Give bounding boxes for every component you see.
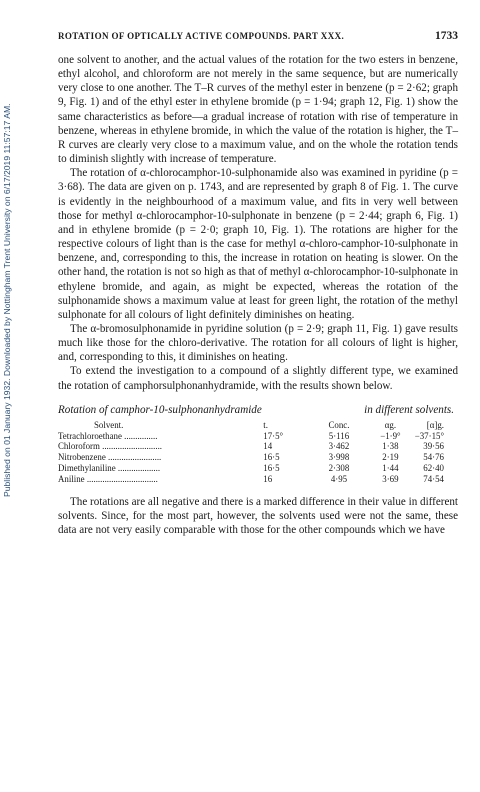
cell-concentration: 3·998 [328, 452, 350, 463]
cell-solvent: Dimethylaniline ................... [58, 462, 161, 473]
page-number: 1733 [435, 30, 458, 42]
cell-specific-rotation: 74·54 [423, 473, 444, 484]
cell-alpha: −1·9° [380, 430, 401, 441]
cell-solvent: Nitrobenzene ........................ [58, 452, 162, 463]
header-concentration: Conc. [328, 419, 350, 430]
download-watermark: Published on 01 January 1932. Downloaded by Nottingham Trent University on 6/17/2019 11:57:17 AM. [2, 103, 12, 497]
table-header-row [58, 420, 458, 431]
cell-specific-rotation: 39·56 [423, 441, 444, 452]
journal-page [58, 30, 458, 537]
cell-concentration: 3·462 [328, 441, 350, 452]
header-specific-rotation: [α]g. [426, 419, 444, 430]
cell-concentration: 2·308 [328, 462, 350, 473]
header-alpha: αg. [384, 419, 397, 430]
paragraph-3: The α-bromosulphonamide in pyridine solution (p = 2·9; graph 11, Fig. 1) gave results much like those for the chloro-derivative. The rotation for all colours of light is higher, and, corresponding to this, it diminishes on heating. [58, 322, 458, 364]
cell-concentration: 5·116 [328, 430, 350, 441]
table-row [58, 431, 458, 442]
cell-alpha: 1·38 [382, 441, 399, 452]
closing-paragraph: The rotations are all negative and there is a marked difference in their value in different solvents. Since, for the most part, however, the solvents used were not the same, these data are not very easily comparable with those for the other compounds which we have [58, 495, 459, 536]
cell-alpha: 2·19 [382, 452, 399, 463]
cell-specific-rotation: 62·40 [423, 462, 444, 473]
header-temperature: t. [263, 419, 268, 430]
cell-temperature: 14 [263, 441, 273, 452]
rotation-table [58, 420, 458, 485]
table-row [58, 441, 458, 452]
table-caption [58, 403, 458, 417]
paragraph-2: The rotation of α-chlorocamphor-10-sulphonamide also was examined in pyridine (p = 3·68). The data are given on p. 1743, and are represented by graph 8 of Fig. 1. The curve is evidently in the neighbourhood of a maximum value, and fits in very well between those for methyl α-chlorocamphor-10-sulphonate in benzene (p = 2·44; graph 6, Fig. 1) and in ethylene bromide (p = 2·0; graph 10, Fig. 1). The rotations are higher for the respective colours of light than is the case for methyl α-chloro-camphor-10-sulphonate in benzene, and, corresponding to this, the increase in rotation on heating is slower. On the other hand, the rotation is not so high as that of methyl α-chlorocamphor-10-sulphonate in ethylene bromide, and again, as might be expected, whereas the rotation of the sulphonamide shows a maximum value at least for green light, the rotation of the methyl sulphonate for all colours of light definitely diminishes on heating. [58, 167, 458, 321]
paragraph-1: one solvent to another, and the actual values of the rotation for the two esters in benzene, ethyl alcohol, and chloroform are not merely in the same sequence, but are numerically very close to one another. The T–R curves of the methyl ester in benzene (p = 2·62; graph 9, Fig. 1) and of the ethyl ester in ethylene bromide (p = 1·94; graph 12, Fig. 1) show the same characteristics as before—a gradual increase of rotation with rise of temperature in benzene, whereas in ethylene bromide, in which the value of the rotation is higher, the T–R curves are clearly very close to a maximum value, and on the whole the rotation tends to diminish slightly with increase of temperature. [58, 54, 458, 166]
table-caption-left: Rotation of camphor-10-sulphonanhydramide [58, 403, 262, 416]
cell-alpha: 1·44 [382, 462, 399, 473]
cell-specific-rotation: −37·15° [414, 430, 444, 441]
table-row [58, 474, 458, 485]
table-caption-right: in different solvents. [364, 403, 454, 416]
cell-temperature: 16 [263, 473, 273, 484]
rotation-table-block [58, 403, 458, 485]
cell-solvent: Chloroform ........................... [58, 441, 163, 452]
cell-temperature: 16·5 [263, 462, 280, 473]
paragraph-4: To extend the investigation to a compound of a slightly different type, we examined the rotation of camphorsulphonanhydramide, with the results shown below. [58, 365, 458, 392]
cell-concentration: 4·95 [330, 473, 348, 484]
header-solvent: Solvent. [94, 419, 124, 430]
cell-solvent: Aniline ................................ [58, 473, 158, 484]
cell-temperature: 17·5° [263, 430, 284, 441]
running-header [58, 30, 458, 42]
cell-specific-rotation: 54·76 [423, 452, 444, 463]
table-row [58, 452, 458, 463]
cell-solvent: Tetrachloroethane ............... [58, 430, 158, 441]
cell-alpha: 3·69 [382, 473, 399, 484]
cell-temperature: 16·5 [263, 452, 280, 463]
running-title: ROTATION OF OPTICALLY ACTIVE COMPOUNDS. PART XXX. [58, 31, 345, 41]
table-row [58, 463, 458, 474]
